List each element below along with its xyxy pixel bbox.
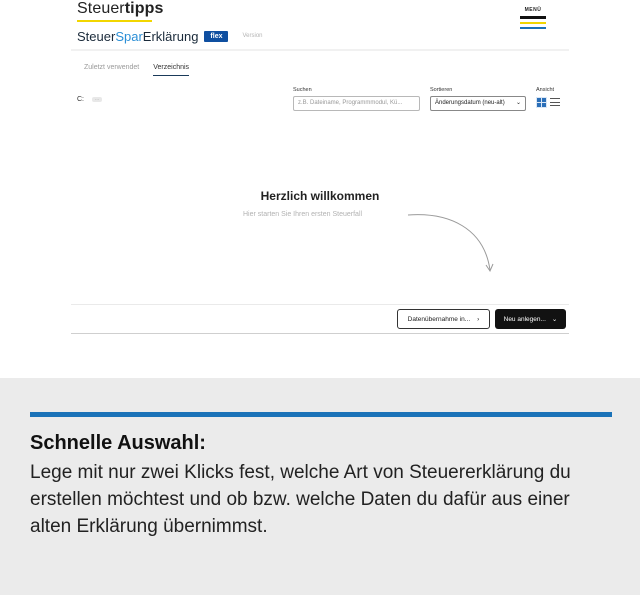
brand-bold: tipps [124, 0, 164, 17]
brand-logo[interactable] [77, 0, 163, 18]
sort-label: Sortieren [430, 87, 453, 93]
tab-bar [84, 64, 189, 76]
drive-path[interactable] [77, 96, 102, 103]
product-name: SteuerSparErklärung [77, 28, 199, 44]
drive-label: C: [77, 96, 84, 103]
actions-divider [71, 304, 569, 305]
menu-bar-2 [520, 22, 546, 24]
data-import-label: Datenübernahme in... [407, 315, 471, 323]
menu-label: MENÜ [524, 7, 542, 13]
caption-title: Schnelle Auswahl: [30, 432, 206, 454]
caption-accent-rule [30, 412, 612, 417]
sort-value: Änderungsdatum (neu-alt) [435, 100, 505, 106]
welcome-title: Herzlich willkommen [260, 189, 380, 203]
tab-recent[interactable]: Zuletzt verwendet [84, 64, 140, 71]
caption-text: Lege mit nur zwei Klicks fest, welche Art von Steuererklärung du erstellen möchtest und ob bzw. welche Daten du dafür aus einer alten Erklärung übernimmst. [30, 462, 571, 537]
create-new-label: Neu anlegen... [503, 315, 546, 323]
tab-directory[interactable]: Verzeichnis [153, 64, 189, 76]
grid-view-icon[interactable] [536, 97, 547, 108]
view-label: Ansicht [536, 87, 555, 93]
drive-more-button[interactable]: ··· [92, 97, 102, 102]
sort-select[interactable] [430, 96, 526, 111]
flex-badge: flex [204, 31, 228, 42]
brand-prefix: Steuer [77, 0, 125, 17]
header-divider [71, 49, 569, 51]
brand-underline [77, 20, 152, 22]
bottom-divider [71, 333, 569, 334]
chevron-right-icon: › [477, 315, 480, 323]
create-new-button[interactable] [495, 309, 566, 329]
welcome-subtitle: Hier starten Sie Ihren ersten Steuerfall [243, 211, 363, 218]
product-header [77, 28, 263, 44]
data-import-button[interactable] [397, 309, 490, 329]
menu-button[interactable] [520, 7, 546, 29]
search-input[interactable]: z.B. Dateiname, Programmmodul, Kü... [293, 96, 420, 111]
list-view-icon[interactable] [550, 98, 560, 109]
menu-bar-1 [520, 16, 546, 19]
search-label: Suchen [293, 87, 312, 93]
chevron-down-icon: ⌄ [515, 100, 521, 106]
version-label: Version [242, 33, 263, 39]
curved-arrow-icon [404, 210, 496, 276]
chevron-down-icon: ⌄ [551, 316, 558, 323]
caption-panel [0, 378, 640, 595]
menu-bar-3 [520, 27, 546, 29]
